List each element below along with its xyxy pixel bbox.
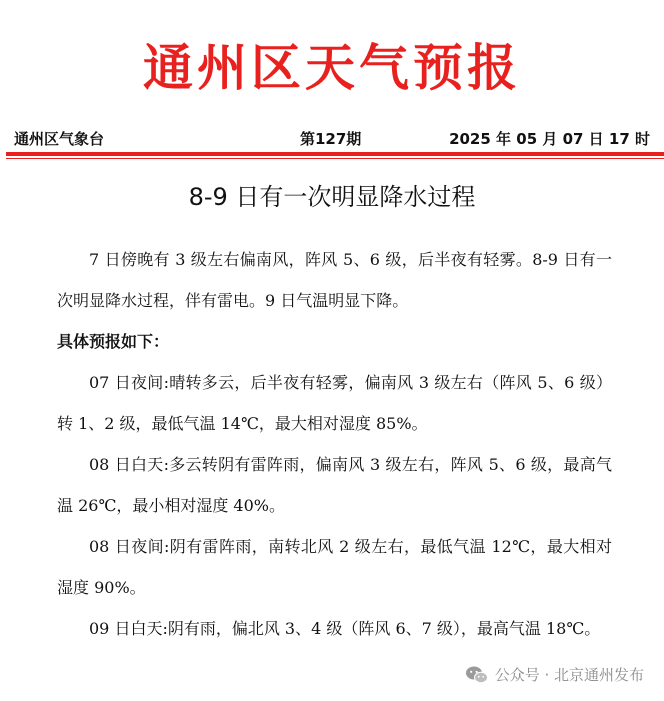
- details-heading: 具体预报如下：: [57, 332, 170, 351]
- masthead-title: 通州区天气预报: [143, 38, 521, 97]
- issuer-name: 通州区气象台: [14, 130, 105, 148]
- wechat-watermark: [465, 662, 644, 688]
- red-rule-thick: [6, 152, 664, 156]
- period-paragraph-2: 08 日夜间:阴有雷阵雨，南转北风 2 级左右，最低气温 12℃，最大相对湿度 90%。: [57, 537, 612, 597]
- issue-number: 第127期: [300, 130, 362, 148]
- summary-paragraph: 7 日傍晚有 3 级左右偏南风，阵风 5、6 级，后半夜有轻雾。8-9 日有一次明显降水过程，伴有雷电。9 日气温明显下降。: [57, 250, 612, 310]
- forecast-body: [57, 239, 612, 649]
- watermark-text: 公众号 · 北京通州发布: [494, 666, 644, 684]
- issue-meta-row: [14, 127, 656, 151]
- period-paragraph-3: 09 日白天:阴有雨，偏北风 3、4 级（阵风 6、7 级），最高气温 18℃。: [89, 619, 601, 638]
- issue-datetime: 2025 年 05 月 07 日 17 时: [449, 130, 650, 148]
- period-paragraph-0: 07 日夜间:晴转多云，后半夜有轻雾，偏南风 3 级左右（阵风 5、6 级）转 1、2 级，最低气温 14℃，最大相对湿度 85%。: [57, 373, 612, 433]
- period-paragraph-1: 08 日白天:多云转阴有雷阵雨，偏南风 3 级左右，阵风 5、6 级，最高气温 26℃，最小相对湿度 40%。: [57, 455, 612, 515]
- wechat-icon: [465, 665, 489, 685]
- red-rule-thin: [6, 158, 664, 159]
- forecast-headline: 8-9 日有一次明显降水过程: [188, 183, 476, 211]
